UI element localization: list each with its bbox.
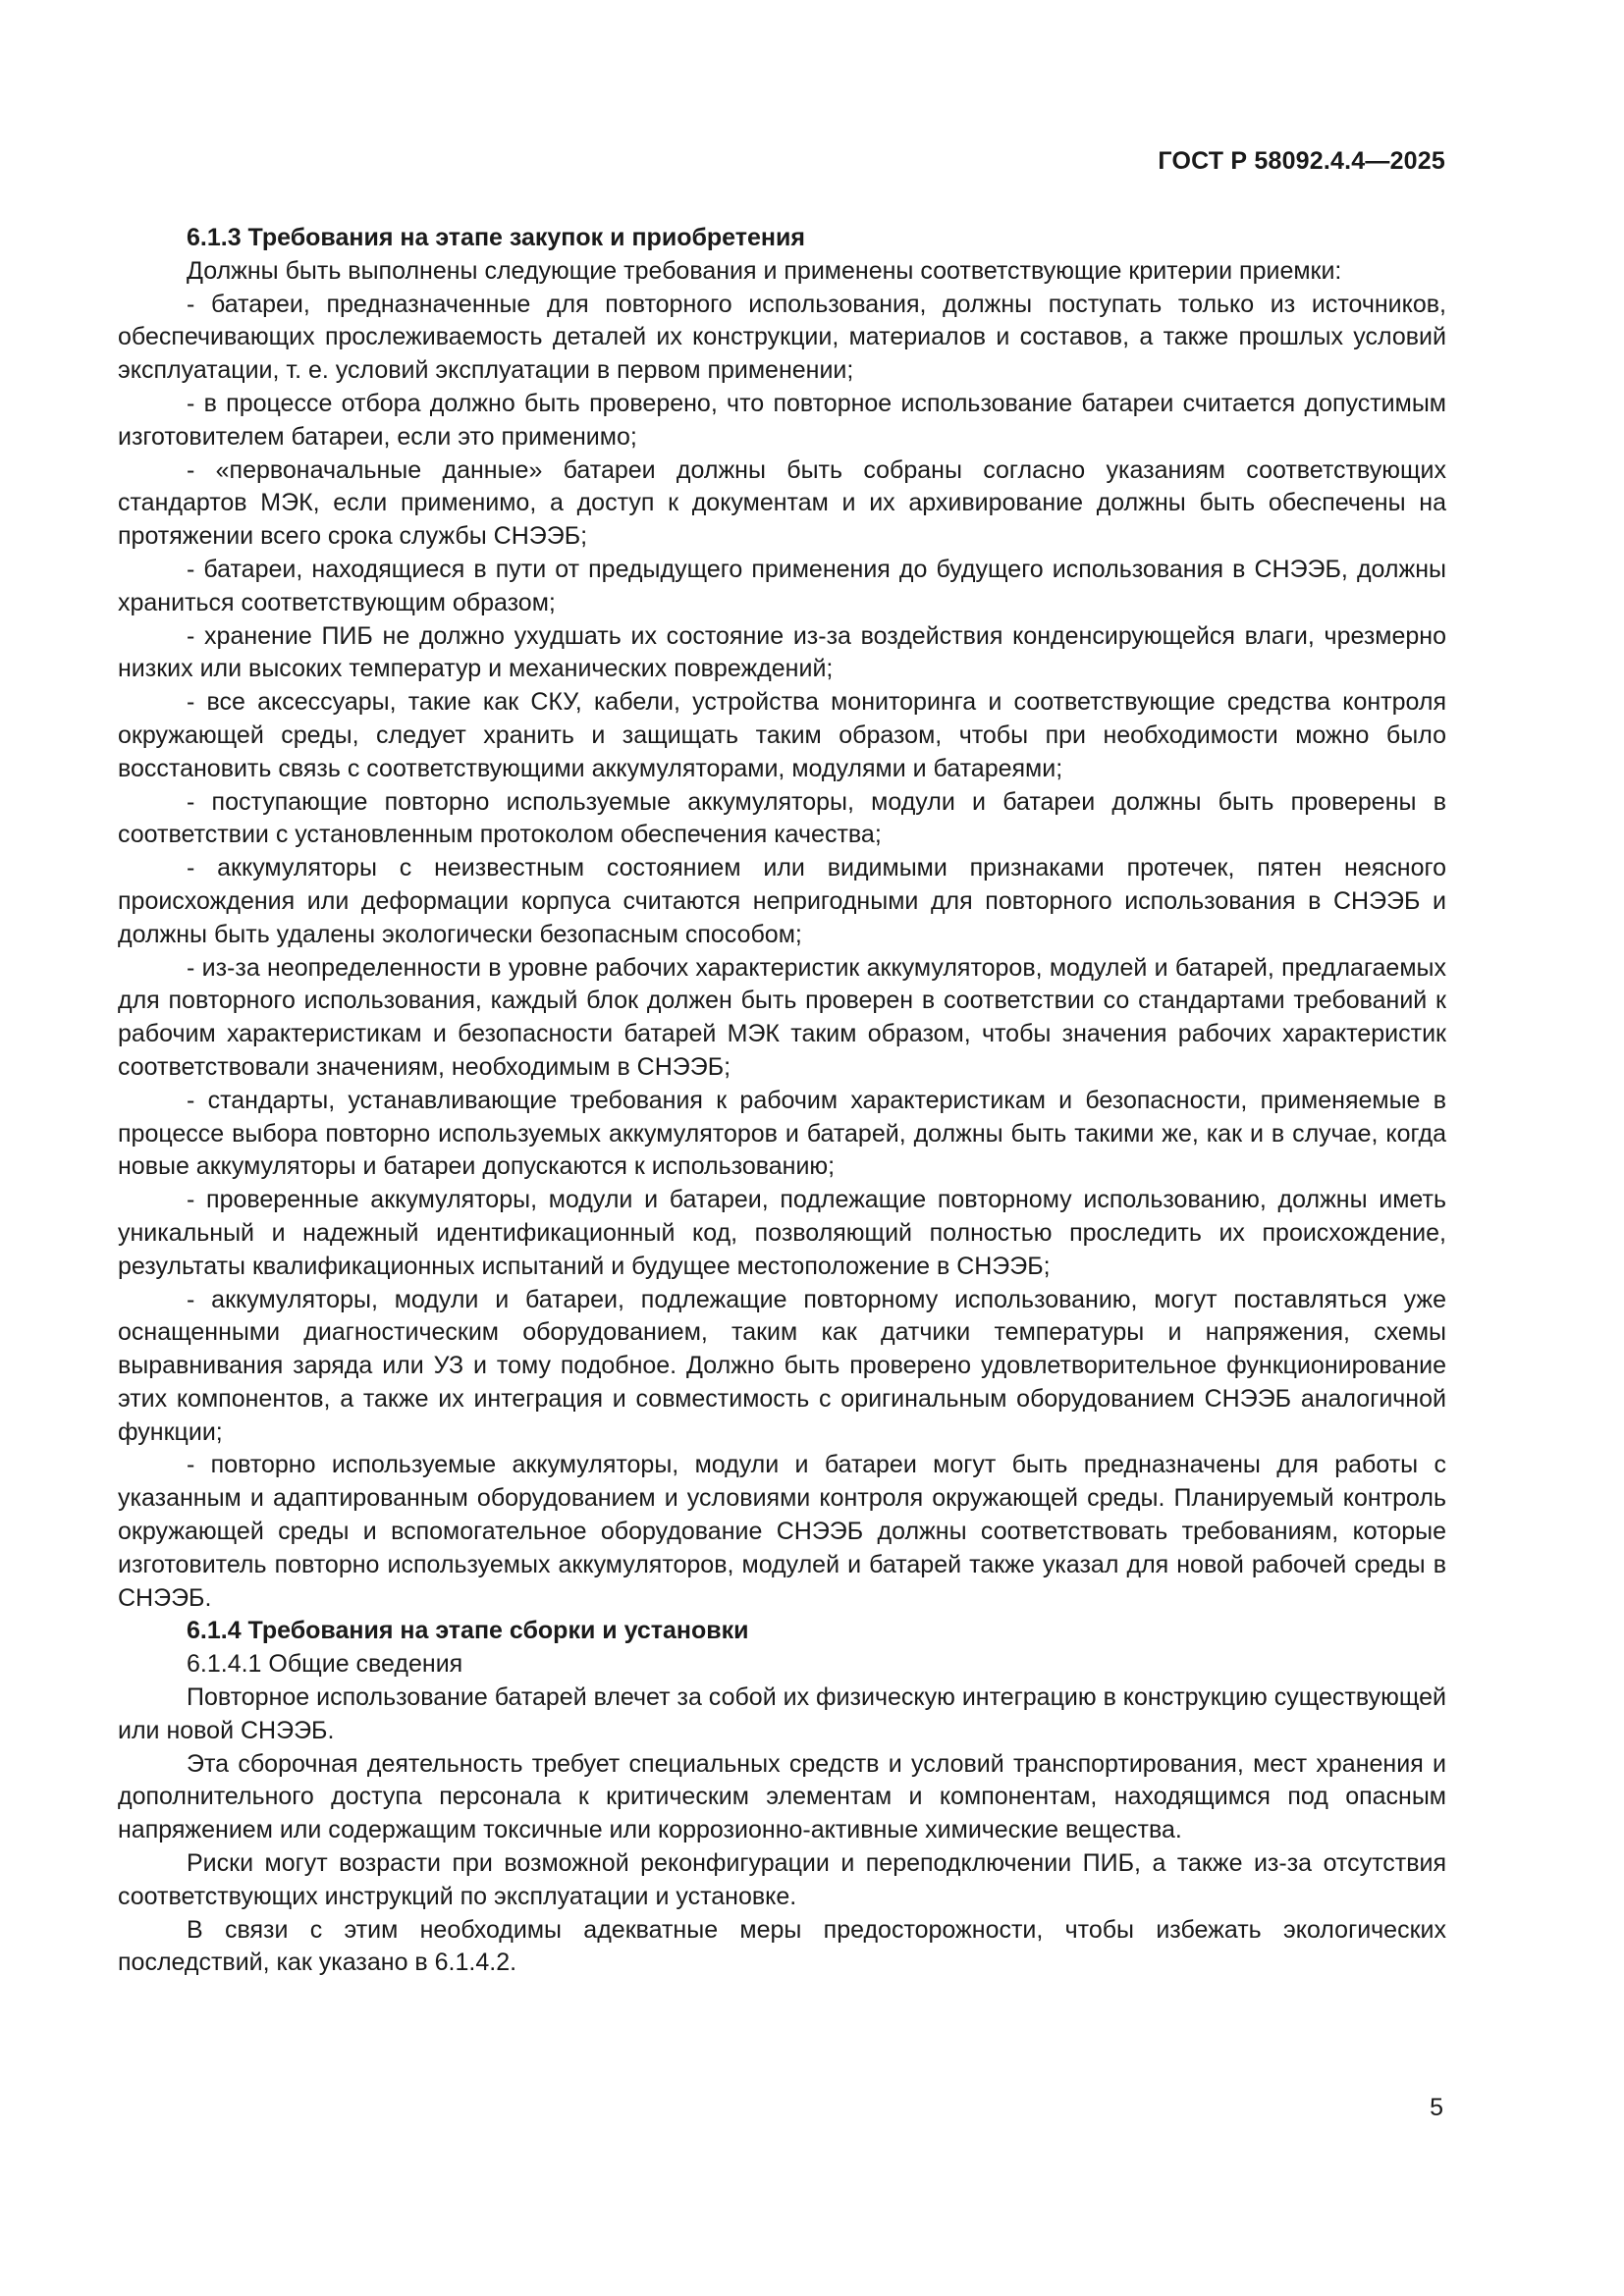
document-body [118,222,1446,1980]
list-item: - батареи, находящиеся в пути от предыдущего применения до будущего использования в СНЭЭБ, должны храниться соответствующим образом; [118,555,1446,616]
list-item: - проверенные аккумуляторы, модули и батареи, подлежащие повторному использованию, должны иметь уникальный и надежный идентификационный код, позволяющий полностью проследить их происхождение, результаты квалификационных испытаний и будущее местоположение в СНЭЭБ; [118,1186,1446,1280]
paragraph: Повторное использование батарей влечет за собой их физическую интеграцию в конструкцию существующей или новой СНЭЭБ. [118,1683,1446,1744]
list-item: - из-за неопределенности в уровне рабочих характеристик аккумуляторов, модулей и батарей, предлагаемых для повторного использования, каждый блок должен быть проверен в соответствии со стандартами требований к рабочим характеристикам и безопасности батарей МЭК таким образом, чтобы значения рабочих характеристик соответствовали значениям, необходимым в СНЭЭБ; [118,953,1446,1081]
paragraph: Эта сборочная деятельность требует специальных средств и условий транспортирования, мест хранения и дополнительного доступа персонала к критическим элементам и компонентам, находящимся под опасным напряжением или содержащим токсичные или коррозионно-активные химические вещества. [118,1749,1446,1844]
paragraph: В связи с этим необходимы адекватные меры предосторожности, чтобы избежать экологических последствий, как указано в 6.1.4.2. [118,1915,1446,1977]
subsection-title: 6.1.4.1 Общие сведения [187,1650,463,1679]
list-item: - батареи, предназначенные для повторного использования, должны поступать только из источников, обеспечивающих прослеживаемость деталей их конструкции, материалов и составов, а также прошлых условий эксплуатации, т. е. условий эксплуатации в первом применении; [118,290,1446,385]
section-heading-6-1-3: 6.1.3 Требования на этапе закупок и приобретения [187,224,805,251]
list-item: - аккумуляторы, модули и батареи, подлежащие повторному использованию, могут поставляться уже оснащенными диагностическим оборудованием, таким как датчики температуры и напряжения, схемы выравнивания заряда или УЗ и тому подобное. Должно быть проверено удовлетворительное функционирование этих компонентов, а также их интеграция и совместимость с оригинальным оборудованием СНЭЭБ аналогичной функции; [118,1285,1446,1446]
list-item: - аккумуляторы с неизвестным состоянием или видимыми признаками протечек, пятен неясного происхождения или деформации корпуса считаются непригодными для повторного использования в СНЭЭБ и должны быть удалены экологически безопасным способом; [118,854,1446,948]
list-item: - «первоначальные данные» батареи должны быть собраны согласно указаниям соответствующих стандартов МЭК, если применимо, а доступ к документам и их архивирование должны быть обеспечены на протяжении всего срока службы СНЭЭБ; [118,455,1446,551]
page-number: 5 [1430,2094,1443,2121]
paragraph: Риски могут возрасти при возможной реконфигурации и переподключении ПИБ, а также из-за отсутствия соответствующих инструкций по эксплуатации и установке. [118,1849,1446,1910]
paragraph: Должны быть выполнены следующие требования и применены соответствующие критерии приемки: [187,256,1342,285]
list-item: - все аксессуары, такие как СКУ, кабели, устройства мониторинга и соответствующие средства контроля окружающей среды, следует хранить и защищать таким образом, чтобы при необходимости можно было восстановить связь с соответствующими аккумуляторами, модулями и батареями; [118,688,1446,782]
list-item: - поступающие повторно используемые аккумуляторы, модули и батареи должны быть проверены в соответствии с установленным протоколом обеспечения качества; [118,787,1446,849]
list-item: - стандарты, устанавливающие требования к рабочим характеристикам и безопасности, применяемые в процессе выбора повторно используемых аккумуляторов и батарей, должны быть такими же, как и в случае, когда новые аккумуляторы и батареи допускаются к использованию; [118,1086,1446,1181]
section-heading-6-1-4: 6.1.4 Требования на этапе сборки и установки [187,1617,749,1645]
list-item: - в процессе отбора должно быть проверено, что повторное использование батареи считается допустимым изготовителем батареи, если это применимо; [118,389,1446,451]
list-item: - хранение ПИБ не должно ухудшать их состояние из-за воздействия конденсирующейся влаги, чрезмерно низких или высоких температур и механических повреждений; [118,621,1446,683]
document-code: ГОСТ Р 58092.4.4—2025 [1158,147,1445,175]
list-item: - повторно используемые аккумуляторы, модули и батареи могут быть предназначены для работы с указанным и адаптированным оборудованием и условиями контроля окружающей среды. Планируемый контроль окружающей среды и вспомогательное оборудование СНЭЭБ должны соответствовать требованиям, которые изготовитель повторно используемых аккумуляторов, модулей и батарей также указал для новой рабочей среды в СНЭЭБ. [118,1451,1446,1612]
